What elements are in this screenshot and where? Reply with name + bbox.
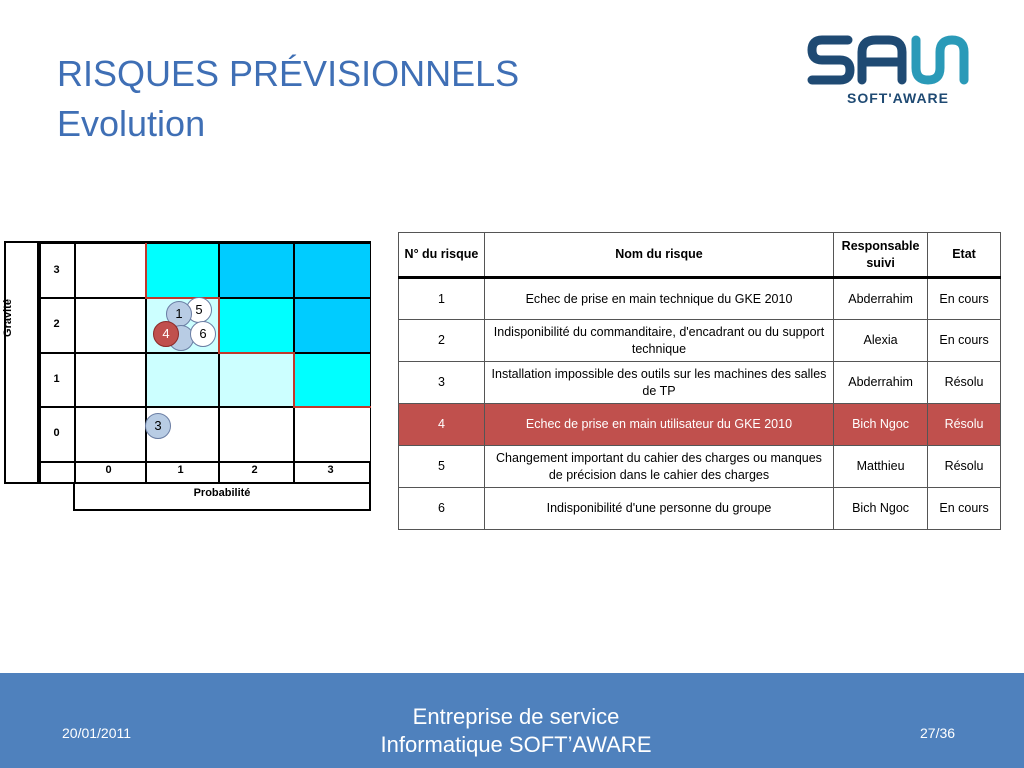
risk-threshold-line (40, 243, 371, 484)
risk-num: 3 (399, 362, 485, 404)
gravite-axis-label: Gravité (2, 299, 14, 337)
footer-date: 20/01/2011 (62, 725, 132, 741)
header-name: Nom du risque (484, 233, 833, 278)
risk-owner: Bich Ngoc (834, 404, 928, 446)
risk-owner: Abderrahim (834, 362, 928, 404)
risk-num: 4 (399, 404, 485, 446)
risk-name: Changement important du cahier des charges ou manques de précision dans le cahier des charges (484, 446, 833, 488)
risk-table (398, 232, 1001, 530)
row-label-2: 2 (53, 318, 60, 330)
risk-matrix (38, 241, 371, 484)
slide-subtitle: Evolution (57, 103, 206, 144)
table-row (399, 362, 1001, 404)
risk-name: Echec de prise en main technique du GKE 2010 (484, 278, 833, 320)
risk-state: En cours (928, 278, 1001, 320)
row-label-3: 3 (53, 264, 60, 276)
header-state: Etat (928, 233, 1001, 278)
table-row (399, 320, 1001, 362)
col-label-3: 3 (327, 464, 334, 476)
header-num: N° du risque (399, 233, 485, 278)
header-owner: Responsable suivi (834, 233, 928, 278)
logo-subtitle: SOFT'AWARE (847, 90, 949, 106)
risk-bubble-5: 5 (186, 297, 212, 323)
risk-bubble-4: 4 (153, 321, 179, 347)
risk-num: 6 (399, 488, 485, 530)
risk-name: Indisponibilité d'une personne du groupe (484, 488, 833, 530)
table-row (399, 488, 1001, 530)
row-label-1: 1 (53, 373, 60, 385)
footer-line-2: Informatique SOFT’AWARE (380, 732, 652, 757)
col-label-0: 0 (105, 464, 112, 476)
footer-page-number: 27/36 (920, 725, 956, 741)
risk-owner: Abderrahim (834, 278, 928, 320)
risk-owner: Alexia (834, 320, 928, 362)
gravite-axis-box (4, 241, 39, 484)
risk-state: En cours (928, 320, 1001, 362)
risk-name: Indisponibilité du commanditaire, d'encadrant ou du support technique (484, 320, 833, 362)
footer-line-1: Entreprise de service (412, 704, 620, 729)
col-label-1: 1 (177, 464, 184, 476)
risk-state: Résolu (928, 362, 1001, 404)
slide-title: RISQUES PRÉVISIONNELS (57, 53, 520, 94)
risk-name: Installation impossible des outils sur les machines des salles de TP (484, 362, 833, 404)
risk-bubble-6: 6 (190, 321, 216, 347)
risk-state: Résolu (928, 446, 1001, 488)
risk-num: 5 (399, 446, 485, 488)
row-label-0: 0 (53, 427, 60, 439)
risk-state: Résolu (928, 404, 1001, 446)
risk-num: 1 (399, 278, 485, 320)
table-row (399, 446, 1001, 488)
table-row-highlighted (399, 404, 1001, 446)
col-label-2: 2 (251, 464, 258, 476)
risk-name: Echec de prise en main utilisateur du GKE 2010 (484, 404, 833, 446)
risk-bubble-3: 3 (145, 413, 171, 439)
slide-footer (0, 673, 1024, 768)
risk-owner: Matthieu (834, 446, 928, 488)
risk-bubble-1: 1 (166, 301, 192, 327)
risk-owner: Bich Ngoc (834, 488, 928, 530)
table-header-row (399, 233, 1001, 278)
table-row (399, 278, 1001, 320)
footer-company (340, 703, 692, 759)
risk-num: 2 (399, 320, 485, 362)
probabilite-axis-label: Probabilité (193, 487, 251, 499)
risk-state: En cours (928, 488, 1001, 530)
